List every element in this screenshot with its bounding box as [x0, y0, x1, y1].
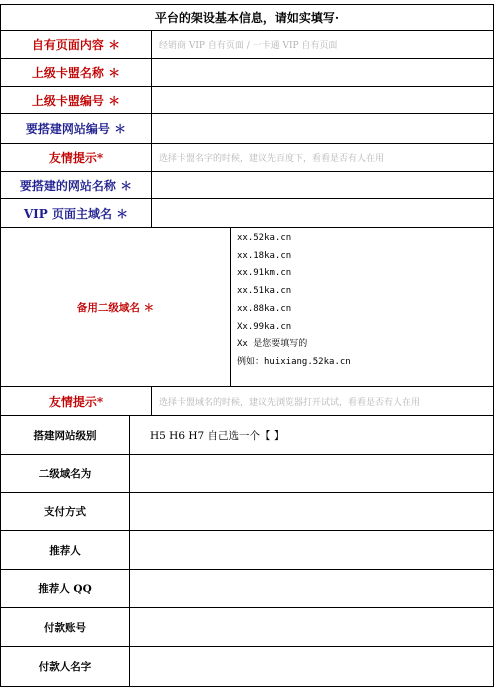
own-page-label: 自有页面内容 ＊: [31, 38, 121, 52]
row-pay-account: [0, 608, 494, 647]
domain-option: xx.91km.cn: [237, 268, 292, 279]
row-referrer-qq: [0, 570, 494, 608]
own-page-field[interactable]: 经销商 VIP 自有页面 / 一卡通 VIP 自有页面: [151, 31, 493, 58]
referrer-field[interactable]: [129, 531, 493, 569]
backup-domain-label: 备用二级域名 ＊: [76, 301, 155, 314]
domain-example: 例如：huixiang.52ka.cn: [237, 356, 351, 367]
pay-account-label: 付款账号: [44, 621, 86, 634]
tip-domain-label: 友情提示*: [48, 394, 104, 409]
site-name-label: 要搭建的网站名称 ＊: [19, 178, 133, 193]
payer-name-field[interactable]: [129, 647, 493, 686]
vip-domain-field[interactable]: [151, 199, 493, 227]
form-title-row: [0, 4, 494, 31]
parent-name-label: 上级卡盟名称 ＊: [31, 66, 121, 80]
sub-domain-label: 二级域名为: [38, 468, 92, 480]
row-site-level: [0, 416, 494, 455]
vip-domain-label: VIP 页面主域名 ＊: [23, 206, 129, 221]
parent-name-field[interactable]: [151, 59, 493, 86]
domain-note: Xx 是您要填写的: [237, 339, 308, 350]
site-name-field[interactable]: [151, 172, 493, 198]
payer-name-label: 付款人名字: [38, 661, 92, 673]
backup-domain-options: [230, 228, 493, 386]
row-parent-id: [0, 87, 494, 114]
tip-name-text: 选择卡盟名字的时候，建议先百度下，看看是否有人在用: [151, 144, 493, 171]
row-tip-domain: [0, 387, 494, 416]
tip-name-label: 友情提示*: [48, 151, 104, 165]
site-level-label: 搭建网站级别: [33, 429, 97, 442]
tip-domain-text: 选择卡盟域名的时候，建议先浏览器打开试试，看看是否有人在用: [151, 387, 493, 415]
domain-option: xx.51ka.cn: [237, 286, 292, 297]
referrer-label: 推荐人: [49, 544, 81, 557]
domain-option: xx.88ka.cn: [237, 303, 292, 314]
payment-label: 支付方式: [44, 506, 86, 518]
site-id-field[interactable]: [151, 114, 493, 143]
row-site-name: [0, 172, 494, 199]
referrer-qq-label: 推荐人 QQ: [38, 583, 92, 595]
parent-id-field[interactable]: [151, 87, 493, 113]
row-payer-name: [0, 647, 494, 687]
row-parent-name: [0, 59, 494, 87]
row-own-page: [0, 31, 494, 59]
sub-domain-field[interactable]: [129, 455, 493, 492]
row-vip-domain: [0, 199, 494, 228]
payment-field[interactable]: [129, 493, 493, 530]
row-sub-domain: [0, 455, 494, 493]
referrer-qq-field[interactable]: [129, 570, 493, 607]
form-title: 平台的架设基本信息，请如实填写·: [154, 11, 340, 25]
row-referrer: [0, 531, 494, 570]
row-tip-name: [0, 144, 494, 172]
domain-option: xx.18ka.cn: [237, 250, 292, 261]
row-backup-domain: [0, 228, 494, 387]
domain-option: xx.52ka.cn: [237, 233, 292, 243]
site-id-label: 要搭建网站编号 ＊: [25, 122, 127, 136]
site-level-field[interactable]: H5 H6 H7 自己选一个【 】: [129, 416, 493, 454]
parent-id-label: 上级卡盟编号 ＊: [31, 93, 121, 108]
pay-account-field[interactable]: [129, 608, 493, 646]
row-site-id: [0, 114, 494, 144]
domain-option: Xx.99ka.cn: [237, 321, 292, 332]
row-payment: [0, 493, 494, 531]
